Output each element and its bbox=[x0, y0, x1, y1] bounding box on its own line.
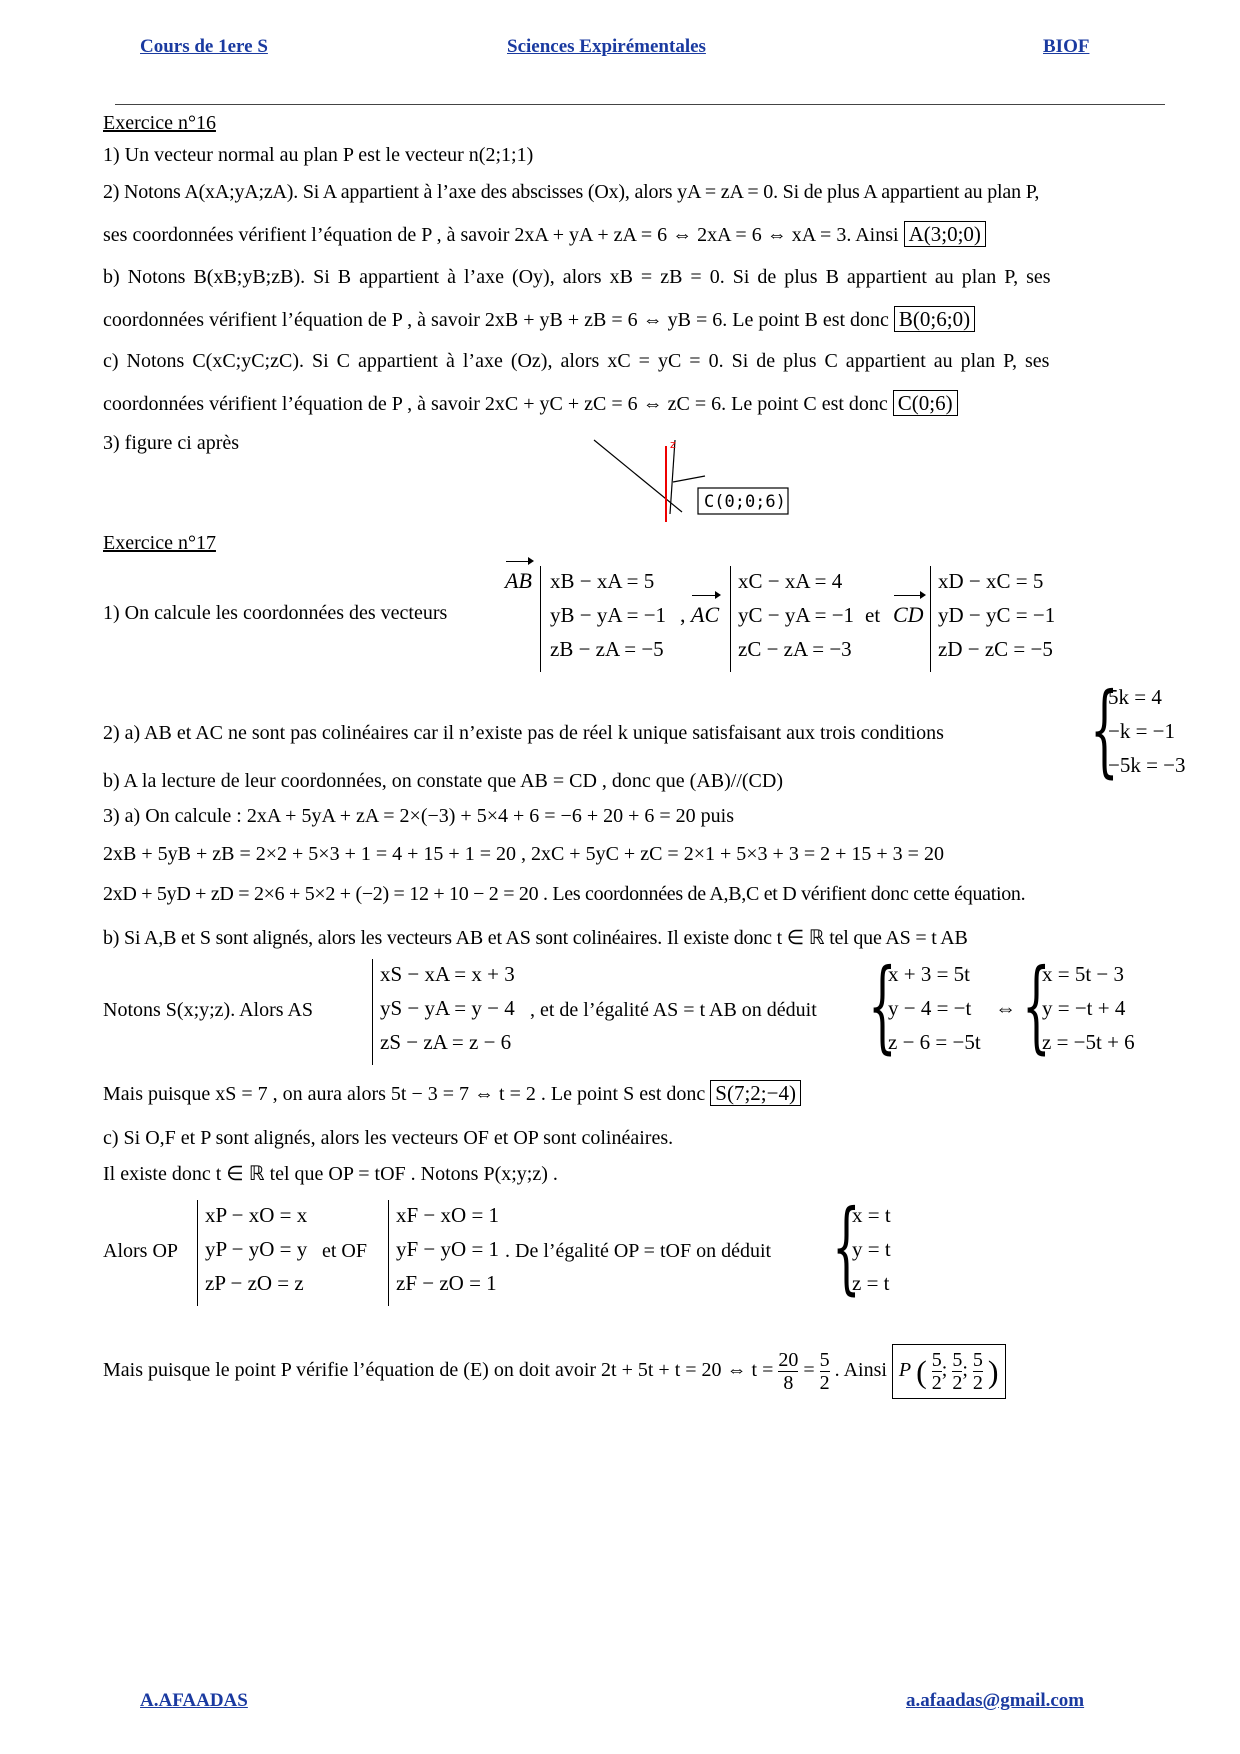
ex17-line3: b) A la lecture de leur coordonnées, on constate que AB = CD , donc que (AB)//(CD) bbox=[103, 770, 783, 792]
sysS1-row: y − 4 = −t bbox=[888, 996, 972, 1020]
ex16-answer-C: C(0;6) bbox=[893, 390, 958, 416]
brace-sysS2: { bbox=[1022, 947, 1051, 1064]
sys-OP-row: zP − zO = z bbox=[205, 1271, 304, 1295]
answer-P-y bbox=[952, 1349, 962, 1394]
header-right: BIOF bbox=[1043, 36, 1090, 57]
ex17-line13b: . Ainsi bbox=[834, 1359, 887, 1381]
header-center: Sciences Expirémentales bbox=[507, 36, 706, 57]
ex17-line10: c) Si O,F et P sont alignés, alors les vecteurs OF et OP sont colinéaires. bbox=[103, 1127, 674, 1149]
figure-axis-line bbox=[594, 440, 682, 512]
Px-den: 2 bbox=[931, 1371, 942, 1394]
ex17-line12a: Alors OP bbox=[103, 1240, 179, 1262]
ex17-line13: Mais puisque le point P vérifie l’équation de (E) on doit avoir 2t + 5t + t = 20 ⇔ t = $\frac{20}{8}$ = $\frac{5}{2}$ . Ainsi P ( $\frac{5}{2}$ ; $\frac{5}{2}$ ; $\frac{5}{2}$ ) bbox=[103, 1340, 1006, 1400]
figure-plane-edge2 bbox=[673, 476, 705, 482]
ex17-line8b: , et de l’égalité AS = t AB on déduit bbox=[530, 999, 817, 1021]
bar-AB bbox=[540, 566, 541, 672]
bar-OP bbox=[197, 1200, 198, 1306]
sys-AS-row: yS − yA = y − 4 bbox=[380, 996, 515, 1020]
header-left: Cours de 1ere S bbox=[140, 36, 268, 57]
figure-label: C(0;0;6) bbox=[704, 492, 786, 512]
sys-AB-row: zB − zA = −5 bbox=[550, 637, 664, 661]
frac1-num: 20 bbox=[778, 1348, 799, 1371]
sysS1-row: x + 3 = 5t bbox=[888, 962, 971, 986]
sysS2-row: y = −t + 4 bbox=[1042, 996, 1126, 1020]
ex17-line8a: Notons S(x;y;z). Alors AS bbox=[103, 999, 314, 1021]
ex17-line5: 2xB + 5yB + zB = 2×2 + 5×3 + 1 = 4 + 15 + 1 = 20 , 2xC + 5yC + zC = 2×1 + 5×3 + 3 = 2 + 15 + 3 = 20 bbox=[103, 843, 944, 865]
sys-AS-row: xS − xA = x + 3 bbox=[380, 962, 515, 986]
sysP-row: z = t bbox=[852, 1271, 890, 1295]
sys-AS-row: zS − zA = z − 6 bbox=[380, 1030, 512, 1054]
answer-P-x bbox=[932, 1349, 942, 1394]
frac2-num: 5 bbox=[819, 1348, 830, 1371]
sys-AS bbox=[380, 957, 515, 1059]
ex16-line7-text: coordonnées vérifient l’équation de P , à savoir 2xC + yC + zC = 6 ⇔ zC = 6. Le point C est donc bbox=[103, 393, 888, 415]
sys-OP-row: yP − yO = y bbox=[205, 1237, 308, 1261]
sys-AC-row: yC − yA = −1 bbox=[738, 603, 855, 627]
sys2-row: −k = −1 bbox=[1108, 719, 1176, 743]
figure-plane-edge bbox=[670, 440, 675, 514]
ex16-answer-B: B(0;6;0) bbox=[894, 306, 975, 332]
sys-AB bbox=[550, 564, 666, 666]
ex16-line7 bbox=[103, 390, 1180, 417]
bar-CD bbox=[930, 566, 931, 672]
equiv-sign: ⇔ bbox=[995, 996, 1016, 1020]
sys2 bbox=[1108, 680, 1186, 782]
Py-den: 2 bbox=[952, 1371, 963, 1394]
sysS1 bbox=[888, 957, 981, 1059]
brace-sys2: { bbox=[1090, 671, 1119, 788]
ex16-line8: 3) figure ci après bbox=[103, 432, 240, 454]
Px-num: 5 bbox=[931, 1348, 942, 1371]
sysP-row: x = t bbox=[852, 1203, 891, 1227]
vec-CD: CD bbox=[893, 598, 924, 632]
sys-CD-row: yD − yC = −1 bbox=[938, 603, 1056, 627]
sys-AB-row: xB − xA = 5 bbox=[550, 569, 655, 593]
answer-P-z bbox=[973, 1349, 983, 1394]
sys-CD bbox=[938, 564, 1055, 666]
ex17-line2: 2) a) AB et AC ne sont pas colinéaires car il n’existe pas de réel k unique satisfaisant aux trois conditions bbox=[103, 722, 944, 744]
ex17-answer-P: P ( $\frac{5}{2}$ ; $\frac{5}{2}$ ; $\frac{5}{2}$ ) bbox=[892, 1344, 1006, 1399]
sys2-row: 5k = 4 bbox=[1108, 685, 1162, 709]
figure-3d bbox=[590, 434, 800, 524]
ex16-line4: b) Notons B(xB;yB;zB). Si B appartient à l’axe (Oy), alors xB = zB = 0. Si de plus B appartient au plan P, ses bbox=[103, 266, 1051, 288]
answer-P-letter: P bbox=[898, 1359, 912, 1381]
sys-OP bbox=[205, 1198, 307, 1300]
frac2-den: 2 bbox=[819, 1371, 830, 1394]
sysS2-row: z = −5t + 6 bbox=[1042, 1030, 1135, 1054]
frac-5-2 bbox=[820, 1349, 830, 1394]
sys-OF-row: xF − xO = 1 bbox=[396, 1203, 500, 1227]
frac-20-8 bbox=[778, 1349, 798, 1394]
bar-OF bbox=[388, 1200, 389, 1306]
ex16-line3 bbox=[103, 221, 1180, 248]
sys-OF-row: zF − zO = 1 bbox=[396, 1271, 497, 1295]
ex17-answer-S: S(7;2;−4) bbox=[710, 1080, 801, 1106]
sysS2-row: x = 5t − 3 bbox=[1042, 962, 1125, 986]
sys2-row: −5k = −3 bbox=[1108, 753, 1186, 777]
answer-P-paren: ( bbox=[916, 1353, 927, 1390]
sysP bbox=[852, 1198, 891, 1300]
ex16-answer-A: A(3;0;0) bbox=[904, 221, 986, 247]
sys-CD-row: zD − zC = −5 bbox=[938, 637, 1053, 661]
sys-OF bbox=[396, 1198, 499, 1300]
ex17-line12b: . De l’égalité OP = tOF on déduit bbox=[505, 1240, 772, 1262]
footer-email[interactable]: a.afaadas@gmail.com bbox=[906, 1690, 1085, 1711]
bar-AS bbox=[372, 959, 373, 1065]
Pz-den: 2 bbox=[972, 1371, 983, 1394]
figure-z-label: z bbox=[670, 438, 676, 451]
footer-author: A.AFAADAS bbox=[140, 1690, 248, 1711]
brace-sysS1: { bbox=[868, 947, 897, 1064]
sys-AC-row: xC − xA = 4 bbox=[738, 569, 843, 593]
ex17-line12et: et OF bbox=[322, 1240, 367, 1262]
sys-CD-row: xD − xC = 5 bbox=[938, 569, 1044, 593]
ex17-line7: b) Si A,B et S sont alignés, alors les vecteurs AB et AS sont colinéaires. Il existe donc t ∈ ℝ tel que AS = t AB bbox=[103, 927, 968, 949]
sys-AC bbox=[738, 564, 854, 666]
ex16-line5 bbox=[103, 306, 1180, 333]
ex16-line3-text: ses coordonnées vérifient l’équation de P , à savoir 2xA + yA + zA = 6 ⇔ 2xA = 6 ⇔ xA = 3. Ainsi bbox=[103, 224, 899, 246]
vec-AC: AC bbox=[691, 598, 719, 632]
figure-svg bbox=[590, 434, 800, 524]
ex17-line6: 2xD + 5yD + zD = 2×6 + 5×2 + (−2) = 12 + 10 − 2 = 20 . Les coordonnées de A,B,C et D vérifient donc cette équation. bbox=[103, 883, 1026, 905]
label-AB bbox=[505, 564, 532, 598]
sysS1-row: z − 6 = −5t bbox=[888, 1030, 981, 1054]
ex17-title: Exercice n°17 bbox=[103, 532, 216, 554]
ex16-line6: c) Notons C(xC;yC;zC). Si C appartient à l’axe (Oz), alors xC = yC = 0. Si de plus C appartient au plan P, ses bbox=[103, 350, 1050, 372]
frac1-den: 8 bbox=[783, 1371, 794, 1394]
sysS2 bbox=[1042, 957, 1135, 1059]
answer-P-paren-close: ) bbox=[987, 1353, 999, 1390]
ex16-line1: 1) Un vecteur normal au plan P est le vecteur n(2;1;1) bbox=[103, 144, 534, 166]
label-et: et bbox=[865, 603, 881, 627]
ex17-line11: Il existe donc t ∈ ℝ tel que OP = tOF . Notons P(x;y;z) . bbox=[103, 1163, 558, 1185]
sys-OF-row: yF − yO = 1 bbox=[396, 1237, 500, 1261]
sys-OP-row: xP − xO = x bbox=[205, 1203, 308, 1227]
ex16-title: Exercice n°16 bbox=[103, 112, 216, 134]
ex16-line2: 2) Notons A(xA;yA;zA). Si A appartient à l’axe des abscisses (Ox), alors yA = zA = 0. Si de plus A appartient au plan P, bbox=[103, 181, 1040, 203]
ex17-line1: 1) On calcule les coordonnées des vecteurs bbox=[103, 602, 448, 624]
sysP-row: y = t bbox=[852, 1237, 891, 1261]
header-rule bbox=[115, 104, 1165, 105]
brace-sysP: { bbox=[832, 1188, 861, 1305]
ex17-line9 bbox=[103, 1080, 801, 1107]
label-AC: , AC bbox=[680, 598, 719, 632]
ex17-line9-text: Mais puisque xS = 7 , on aura alors 5t − 3 = 7 ⇔ t = 2 . Le point S est donc bbox=[103, 1083, 706, 1105]
label-CD bbox=[893, 598, 924, 632]
bar-AC bbox=[730, 566, 731, 672]
ex17-line4: 3) a) On calcule : 2xA + 5yA + zA = 2×(−3) + 5×4 + 6 = −6 + 20 + 6 = 20 puis bbox=[103, 805, 735, 827]
ex17-line13-text: Mais puisque le point P vérifie l’équation de (E) on doit avoir 2t + 5t + t = 20 ⇔ t = bbox=[103, 1359, 774, 1381]
sys-AB-row: yB − yA = −1 bbox=[550, 603, 667, 627]
sys-AC-row: zC − zA = −3 bbox=[738, 637, 852, 661]
ex16-line5-text: coordonnées vérifient l’équation de P , à savoir 2xB + yB + zB = 6 ⇔ yB = 6. Le point B est donc bbox=[103, 309, 889, 331]
Pz-num: 5 bbox=[972, 1348, 983, 1371]
Py-num: 5 bbox=[952, 1348, 963, 1371]
vec-AB: AB bbox=[505, 564, 532, 598]
